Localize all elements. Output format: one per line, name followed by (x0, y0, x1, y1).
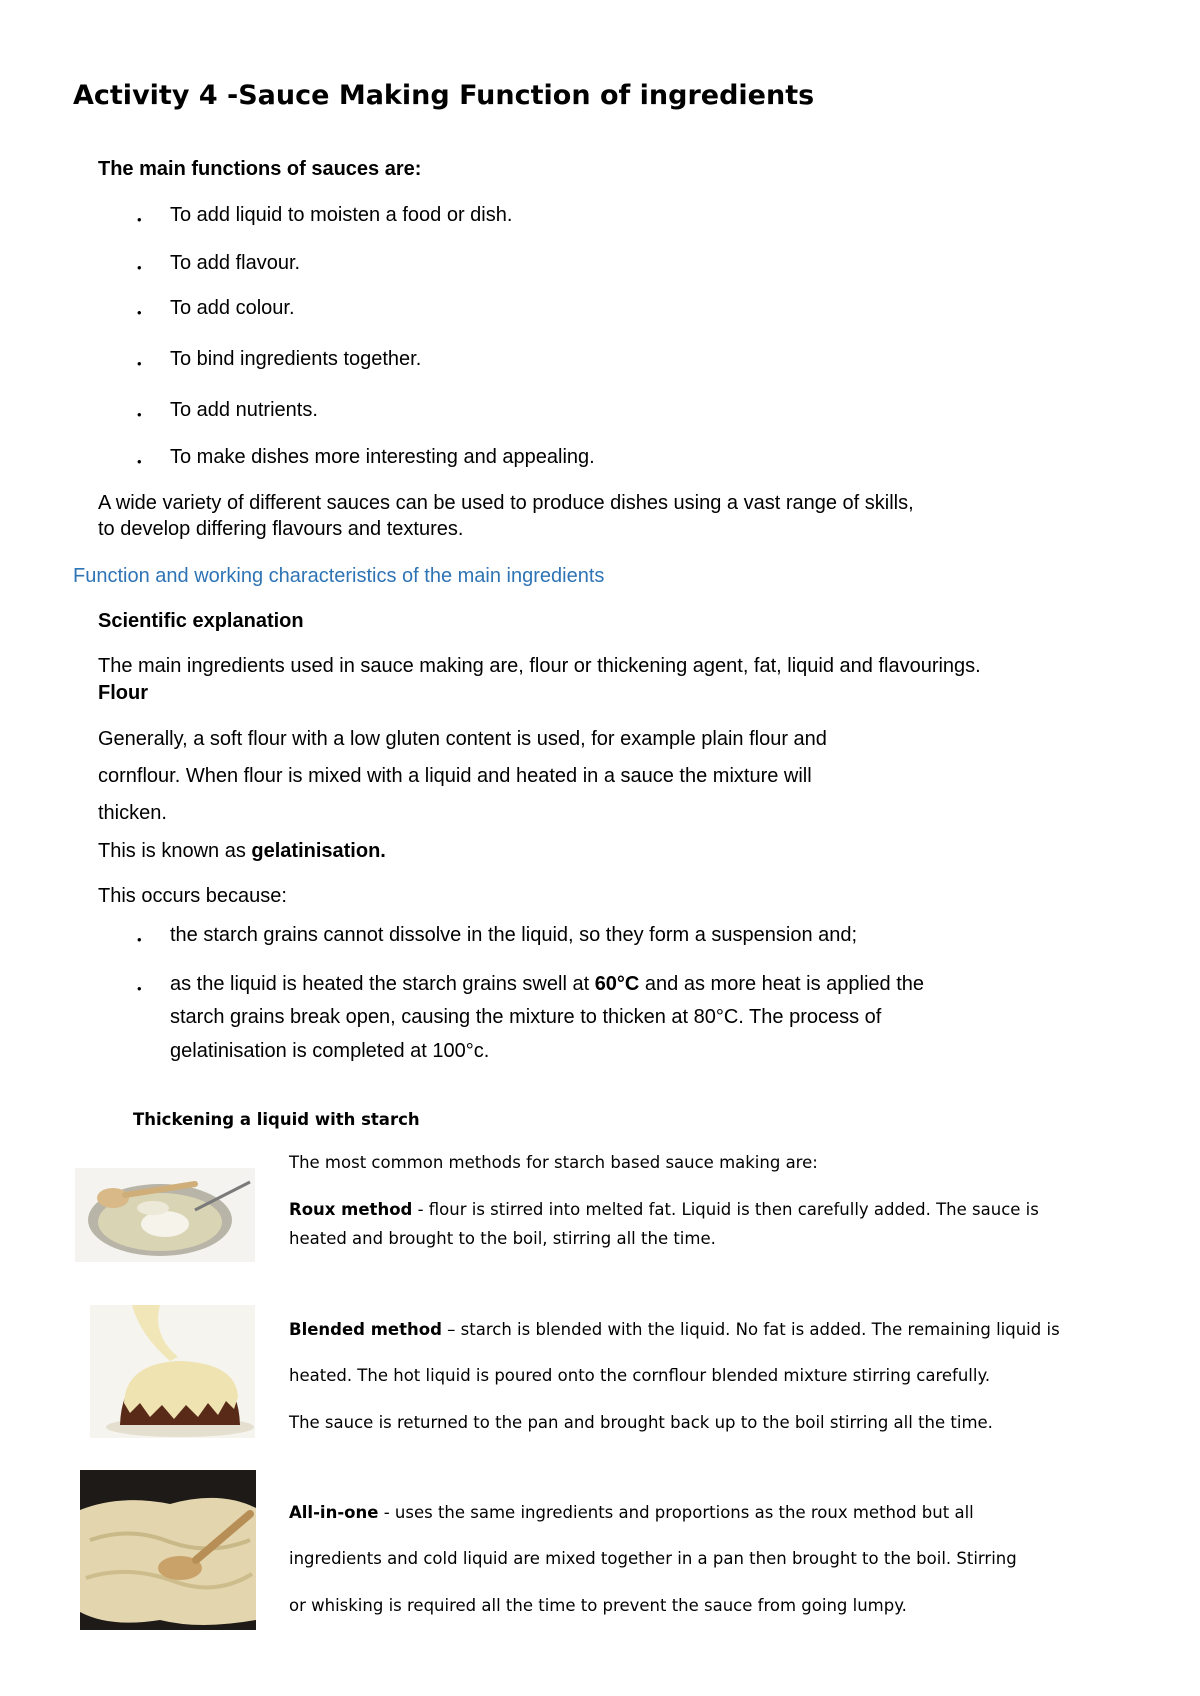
gelatinisation-line (98, 840, 386, 863)
allinone-method-term: All-in-one (289, 1503, 379, 1522)
blended-method-line2: heated. The hot liquid is poured onto the cornflour blended mixture stirring carefully. (289, 1366, 991, 1385)
reason-item: the starch grains cannot dissolve in the liquid, so they form a suspension and; (170, 924, 858, 946)
roux-illustration (75, 1168, 255, 1262)
wooden-spoon-head (97, 1188, 129, 1208)
allinone-method-line2: ingredients and cold liquid are mixed together in a pan then brought to the boil. Stirring (289, 1549, 1017, 1568)
pudding-illustration (90, 1305, 255, 1438)
flour-text: cornflour. When flour is mixed with a liquid and heated in a sauce the mixture will (98, 765, 812, 787)
flour-text: thicken. (98, 802, 167, 824)
function-item: To add flavour. (170, 252, 301, 274)
reason-text: as the liquid is heated the starch grains swell at (170, 973, 595, 995)
thickening-heading: Thickening a liquid with starch (133, 1110, 420, 1129)
bullet-dot: • (137, 407, 142, 422)
bullet-dot: • (137, 932, 142, 947)
occurs-line: This occurs because: (98, 885, 287, 907)
gelatinisation-prefix: This is known as (98, 840, 252, 862)
allinone-photo (80, 1470, 256, 1630)
bullet-dot: • (137, 212, 142, 227)
bullet-dot: • (137, 356, 142, 371)
blended-method-line3: The sauce is returned to the pan and brought back up to the boil stirring all the time. (289, 1413, 993, 1432)
flour-text: Generally, a soft flour with a low gluten content is used, for example plain flour and (98, 728, 827, 750)
section-heading: Function and working characteristics of the main ingredients (73, 565, 605, 587)
melted-butter (137, 1201, 169, 1215)
reason-temp: 60°C (594, 973, 640, 995)
blended-method-term: Blended method (289, 1320, 442, 1339)
allinone-method-text: - uses the same ingredients and proportions as the roux method but all (378, 1503, 974, 1522)
scientific-heading: Scientific explanation (98, 610, 304, 632)
summary-line: A wide variety of different sauces can be used to produce dishes using a vast range of skills, (98, 492, 914, 514)
functions-heading: The main functions of sauces are: (98, 158, 422, 180)
bullet-dot: • (137, 981, 142, 996)
roux-method-term: Roux method (289, 1200, 413, 1219)
reason-item-cont: gelatinisation is completed at 100°c. (170, 1040, 490, 1062)
function-item: To bind ingredients together. (170, 348, 422, 370)
roux-method-line2: heated and brought to the boil, stirring all the time. (289, 1229, 716, 1248)
summary-line: to develop differing flavours and textures. (98, 518, 464, 540)
methods-intro: The most common methods for starch based sauce making are: (289, 1153, 818, 1172)
reason-item-cont: starch grains break open, causing the mixture to thicken at 80°C. The process of (170, 1006, 882, 1028)
function-item: To add colour. (170, 297, 295, 319)
blended-photo (90, 1305, 255, 1438)
function-item: To add nutrients. (170, 399, 318, 421)
reason-text: and as more heat is applied the (639, 973, 925, 995)
function-item: To make dishes more interesting and appealing. (170, 446, 595, 468)
bullet-dot: • (137, 454, 142, 469)
bullet-dot: • (137, 260, 142, 275)
bullet-dot: • (137, 305, 142, 320)
function-item: To add liquid to moisten a food or dish. (170, 204, 513, 226)
blended-method-text: – starch is blended with the liquid. No fat is added. The remaining liquid is (441, 1320, 1060, 1339)
reason-item (170, 973, 924, 996)
roux-method-text: - flour is stirred into melted fat. Liquid is then carefully added. The sauce is (412, 1200, 1039, 1219)
allinone-method-line3: or whisking is required all the time to prevent the sauce from going lumpy. (289, 1596, 907, 1615)
flour-mound (141, 1211, 189, 1237)
flour-heading: Flour (98, 682, 148, 704)
roux-method-line (289, 1200, 1039, 1219)
allinone-method-line (289, 1503, 974, 1522)
sauce-pan-illustration (80, 1470, 256, 1630)
page-title: Activity 4 -Sauce Making Function of ingredients (73, 80, 815, 111)
blended-method-line (289, 1320, 1060, 1339)
gelatinisation-term: gelatinisation. (251, 840, 386, 862)
roux-photo (75, 1168, 255, 1262)
ingredients-intro: The main ingredients used in sauce making are, flour or thickening agent, fat, liquid and flavourings. (98, 655, 981, 677)
